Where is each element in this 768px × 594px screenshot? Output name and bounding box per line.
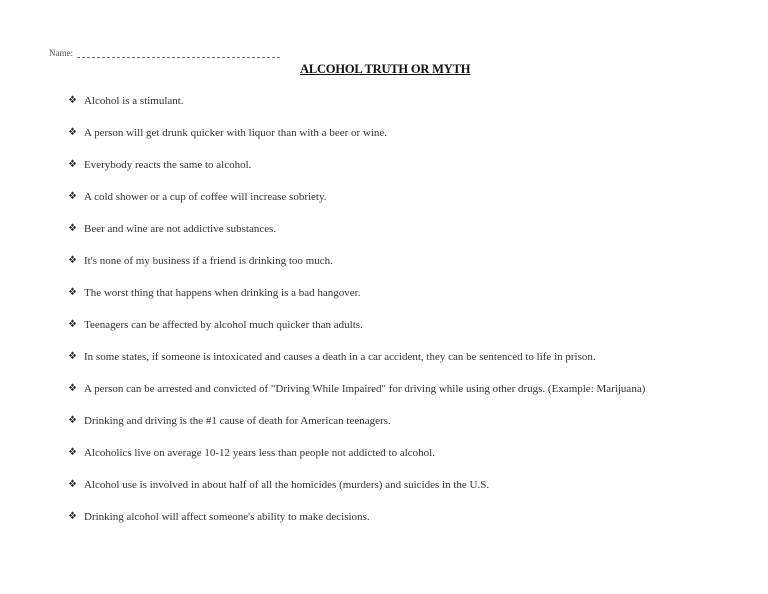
statement-text: A cold shower or a cup of coffee will increase sobriety. [84,191,327,203]
list-item [68,445,728,461]
list-item [68,221,728,237]
name-field [49,48,280,58]
statement-text: Drinking and driving is the #1 cause of death for American teenagers. [84,415,391,427]
statement-text: A person will get drunk quicker with liquor than with a beer or wine. [84,127,388,139]
statement-text: Everybody reacts the same to alcohol. [84,159,252,171]
statement-text: The worst thing that happens when drinking is a bad hangover. [84,287,361,299]
page-title: ALCOHOL TRUTH OR MYTH [300,62,471,76]
diamond-bullet-icon: ❖ [68,479,77,490]
statement-text: Drinking alcohol will affect someone's ability to make decisions. [84,511,370,523]
list-item [68,381,728,397]
diamond-bullet-icon: ❖ [68,191,77,202]
list-item [68,253,728,269]
diamond-bullet-icon: ❖ [68,287,77,298]
statement-list [68,93,728,541]
diamond-bullet-icon: ❖ [68,255,77,266]
list-item [68,349,728,365]
statement-text: Alcoholics live on average 10-12 years less than people not addicted to alcohol. [84,447,435,459]
statement-text: A person can be arrested and convicted of "Driving While Impaired" for driving while using other drugs. (Example: Marijuana) [84,383,646,395]
list-item [68,189,728,205]
statement-text: It's none of my business if a friend is drinking too much. [84,255,333,267]
list-item [68,125,728,141]
statement-text: Beer and wine are not addictive substances. [84,223,277,235]
diamond-bullet-icon: ❖ [68,447,77,458]
list-item [68,317,728,333]
diamond-bullet-icon: ❖ [68,415,77,426]
diamond-bullet-icon: ❖ [68,159,77,170]
diamond-bullet-icon: ❖ [68,127,77,138]
diamond-bullet-icon: ❖ [68,383,77,394]
statement-text: In some states, if someone is intoxicated and causes a death in a car accident, they can be sentenced to life in prison. [84,351,596,363]
statement-text: Teenagers can be affected by alcohol much quicker than adults. [84,319,363,331]
statement-text: Alcohol use is involved in about half of all the homicides (murders) and suicides in the U.S. [84,479,490,491]
statement-text: Alcohol is a stimulant. [84,95,184,107]
list-item [68,413,728,429]
diamond-bullet-icon: ❖ [68,95,77,106]
name-label: Name: [49,48,73,58]
list-item [68,509,728,525]
diamond-bullet-icon: ❖ [68,319,77,330]
list-item [68,93,728,109]
list-item [68,285,728,301]
diamond-bullet-icon: ❖ [68,223,77,234]
diamond-bullet-icon: ❖ [68,511,77,522]
name-blank-line [77,49,280,58]
diamond-bullet-icon: ❖ [68,351,77,362]
list-item [68,157,728,173]
list-item [68,477,728,493]
